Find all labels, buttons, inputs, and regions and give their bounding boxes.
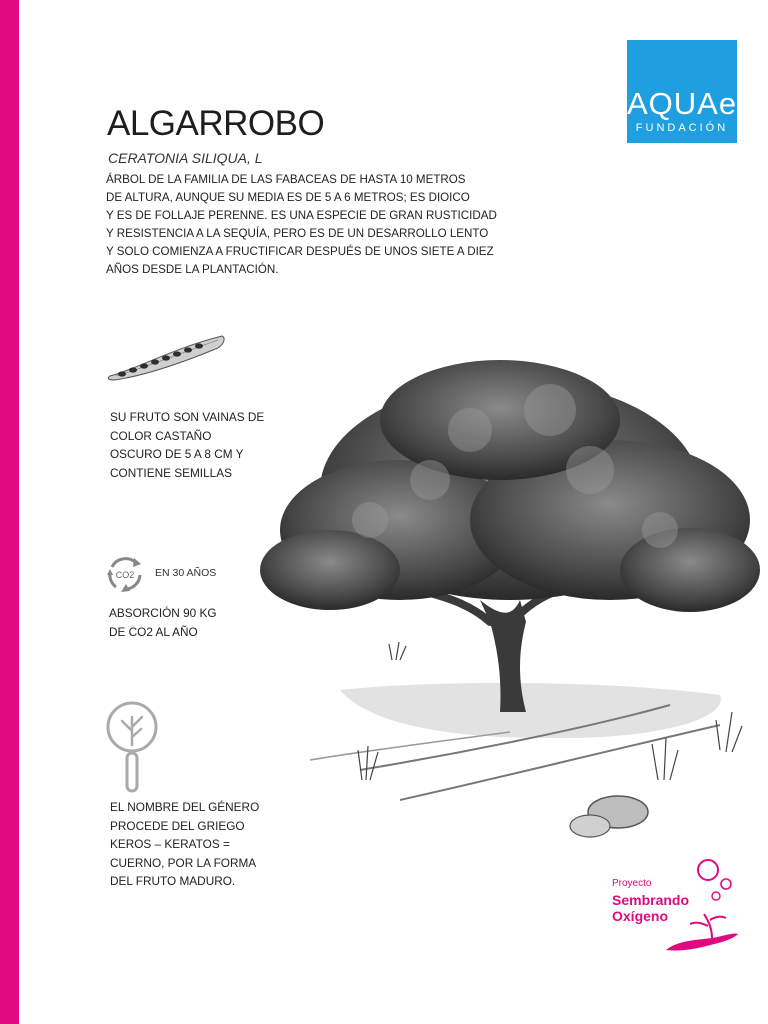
carob-pod-icon — [104, 330, 228, 386]
co2-cycle-icon — [104, 553, 146, 595]
project-name-line2: Oxígeno — [612, 908, 669, 924]
side-accent-bar — [0, 0, 19, 1024]
species-description: ÁRBOL DE LA FAMILIA DE LAS FABACEAS DE HASTA 10 METROS DE ALTURA, AUNQUE SU MEDIA ES DE 5 A 6 METROS; ES DIOICO Y ES DE FOLLAJE PERENNE. ES UNA ESPECIE DE GRAN RUSTICIDAD Y RESISTENCIA A LA SEQUÍA, PERO ES DE UN DESARROLLO LENTO Y SOLO COMIENZA A FRUCTIFICAR DESPUÉS DE UNOS SIETE A DIEZ AÑOS DESDE LA PLANTACIÓN. — [106, 173, 497, 276]
scientific-name: CERATONIA SILIQUA, L — [108, 150, 263, 166]
logo-sub-text: FUNDACIÓN — [635, 122, 729, 134]
hand-sprout-icon — [666, 933, 738, 950]
page-title: ALGARROBO — [107, 104, 325, 143]
aquae-logo — [627, 40, 737, 143]
fruit-description: SU FRUTO SON VAINAS DE COLOR CASTAÑO OSCURO DE 5 A 8 CM Y CONTIENE SEMILLAS — [110, 410, 265, 480]
genus-etymology: EL NOMBRE DEL GÉNERO PROCEDE DEL GRIEGO KEROS – KERATOS = CUERNO, POR LA FORMA DEL FRUTO MADURO. — [110, 800, 260, 888]
project-name-line1: Sembrando — [612, 892, 690, 908]
tree-outline-icon — [106, 701, 158, 793]
co2-period: EN 30 AÑOS — [155, 567, 217, 579]
co2-label: CO2 — [115, 570, 135, 580]
logo-main-text: AQUAe — [627, 86, 738, 121]
project-label: Proyecto — [612, 878, 652, 889]
carob-tree-illustration — [250, 360, 768, 870]
co2-absorption: ABSORCIÓN 90 KG DE CO2 AL AÑO — [109, 606, 217, 639]
